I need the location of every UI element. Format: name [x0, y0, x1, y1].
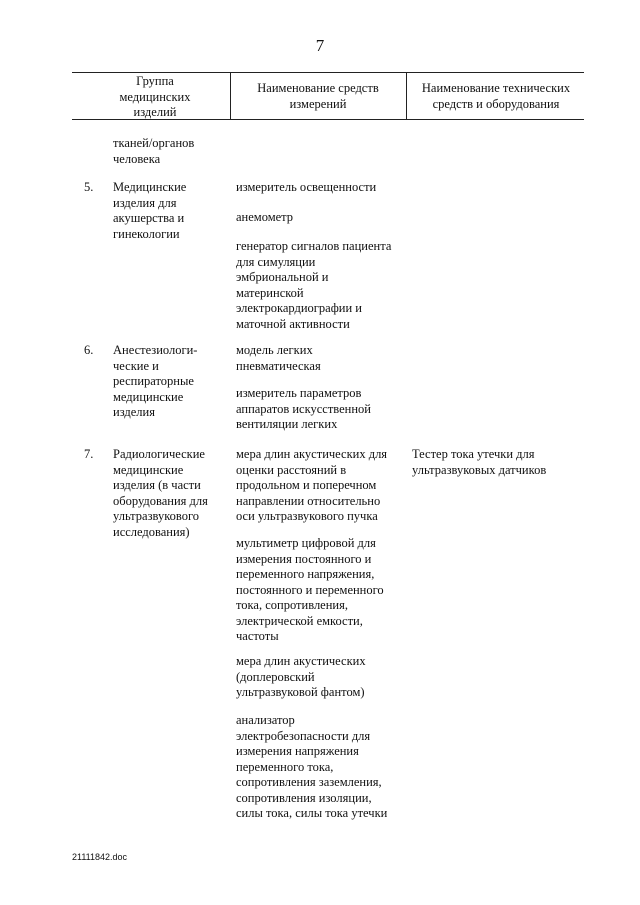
row-number: 5. — [84, 180, 94, 194]
header-divider-1 — [230, 72, 231, 120]
header-equipment: Наименование технических средств и оборудования — [421, 81, 571, 111]
header-divider-2 — [406, 72, 407, 120]
row-group: Анестезиологи- ческие и респираторные медицинские изделия — [113, 343, 198, 419]
instrument-item: измеритель освещенности — [236, 180, 377, 194]
table-top-border — [72, 72, 584, 73]
continuation-group: тканей/органов человека — [113, 136, 195, 166]
file-footer: 21111842.doc — [72, 852, 128, 862]
row-number: 6. — [84, 343, 94, 357]
header-instruments: Наименование средств измерений — [257, 81, 379, 111]
instrument-item: генератор сигналов пациента для симуляции эмбриональной и материнской электрокардиографии и маточной активности — [236, 239, 392, 331]
equipment-item: Тестер тока утечки для ультразвуковых датчиков — [412, 447, 547, 477]
row-group: Медицинские изделия для акушерства и гинекологии — [113, 180, 187, 241]
instrument-item: анализатор электробезопасности для измерения напряжения переменного тока, сопротивления заземления, сопротивления изоляции, силы тока, силы тока утечки — [236, 713, 388, 820]
instrument-item: измеритель параметров аппаратов искусственной вентиляции легких — [236, 386, 371, 431]
instrument-item: мультиметр цифровой для измерения постоянного и переменного напряжения, постоянного и переменного тока, сопротивления, электрической емкости, частоты — [236, 536, 384, 643]
instrument-item: мера длин акустических (доплеровский ультразвуковой фантом) — [236, 654, 366, 699]
instrument-item: мера длин акустических для оценки расстояний в продольном и поперечном направлении относительно оси ультразвукового пучка — [236, 447, 388, 523]
instrument-item: анемометр — [236, 210, 294, 224]
instrument-item: модель легких пневматическая — [236, 343, 321, 373]
header-group: Группа медицинских изделий — [119, 74, 191, 119]
row-group: Радиологические медицинские изделия (в части оборудования для ультразвукового исследования) — [113, 447, 208, 539]
row-number: 7. — [84, 447, 94, 461]
page-number: 7 — [315, 36, 325, 55]
